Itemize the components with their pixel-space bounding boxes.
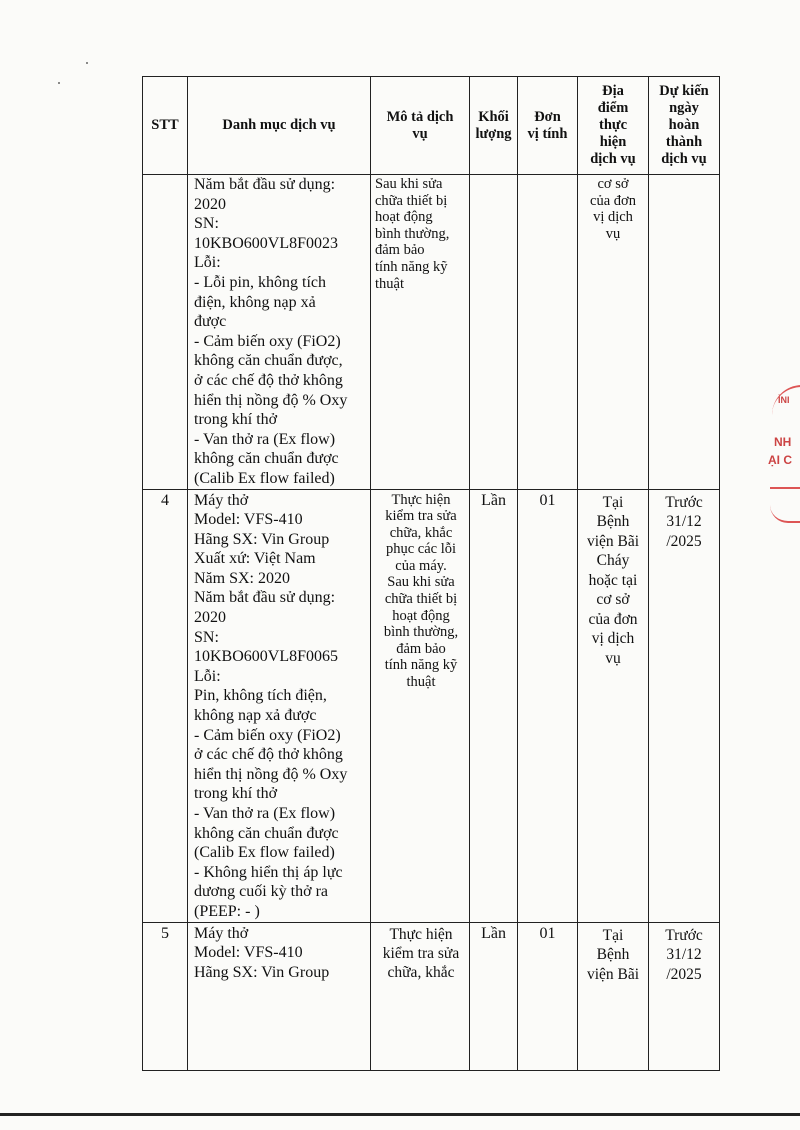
text-line: viện Bãi [586, 532, 640, 550]
service-table [142, 76, 720, 1071]
text-line: điểm [597, 100, 629, 116]
cell-stt: 5 [143, 922, 188, 1070]
stamp-bar [770, 487, 800, 489]
stamp-arc [770, 505, 800, 523]
text-line: chữa, khắc [387, 963, 455, 981]
text-line: viện Bãi [586, 965, 640, 983]
stamp-text: NH [774, 435, 792, 449]
table-row [143, 922, 720, 1070]
text-line: 2020 [194, 609, 226, 627]
text-line: - Cảm biến oxy (FiO2) [194, 332, 341, 350]
header-unit [518, 77, 578, 175]
text-line: Sau khi sửa [375, 176, 443, 192]
text-line: chữa thiết bị [375, 192, 448, 209]
text-line: thuật [406, 674, 436, 691]
text-line: tính năng kỹ [375, 258, 448, 275]
scan-speck [58, 82, 60, 84]
text-line: Máy thở [194, 924, 249, 942]
header-completion-date [649, 77, 720, 175]
text-line: vị dịch [593, 209, 633, 226]
table-row [143, 175, 720, 490]
text-line: thành [665, 134, 703, 150]
stamp-text: ẠI C [768, 453, 792, 467]
text-line: không nạp xả được [194, 707, 317, 725]
cell-unit: 01 [518, 489, 578, 922]
text-line: Bệnh [596, 946, 630, 964]
text-line: hoàn [668, 117, 700, 133]
cell-location [578, 922, 649, 1070]
text-line: cơ sở [597, 176, 629, 192]
cell-description [371, 489, 470, 922]
text-line: - Không hiển thị áp lực [194, 863, 343, 881]
text-line: Máy thở [194, 491, 249, 509]
text-line: SN: [194, 628, 219, 646]
text-line: của đơn [590, 192, 636, 209]
cell-unit [518, 175, 578, 490]
text-line: vụ [412, 125, 428, 142]
scan-speck [86, 62, 88, 64]
text-line: - Van thở ra (Ex flow) [194, 805, 336, 822]
header-description [371, 77, 470, 175]
text-line: ở các chế độ thở không [194, 371, 343, 389]
cell-completion-date [649, 175, 720, 490]
text-line: chữa thiết bị [384, 591, 458, 608]
cell-quantity [470, 175, 518, 490]
text-line: /2025 [666, 965, 702, 983]
text-line: kiểm tra sửa [382, 944, 460, 962]
text-line: /2025 [666, 532, 702, 550]
text-line: hoạt động [375, 209, 433, 226]
cell-description [371, 922, 470, 1070]
text-line: Dự kiến [659, 83, 709, 99]
text-line: tính năng kỹ [384, 657, 458, 674]
text-line: Pin, không tích điện, [194, 687, 327, 705]
header-service-name: Danh mục dịch vụ [188, 77, 371, 175]
text-line: Khối [478, 108, 509, 125]
table-header-row [143, 77, 720, 175]
cell-quantity: Lần [470, 922, 518, 1070]
text-line: Trước [665, 493, 703, 511]
text-line: Tại [602, 493, 624, 511]
cell-service-name [188, 922, 371, 1070]
cell-quantity: Lần [470, 489, 518, 922]
text-line: hiện [599, 134, 627, 150]
text-line: dịch vụ [661, 151, 707, 167]
text-line: - Cảm biến oxy (FiO2) [194, 726, 341, 744]
header-location [578, 77, 649, 175]
text-line: dương cuối kỳ thở ra [194, 883, 329, 901]
text-line: Cháy [596, 552, 630, 569]
text-line: được [194, 313, 227, 331]
text-line: dịch vụ [590, 151, 636, 167]
text-line: - Van thở ra (Ex flow) [194, 430, 336, 448]
text-line: đảm bảo [396, 640, 446, 657]
text-line: chữa, khắc [389, 524, 453, 541]
red-stamp-fragment [764, 385, 800, 525]
text-line: trong khí thở [194, 411, 278, 429]
text-line: trong khí thở [194, 785, 278, 803]
text-line: lượng [475, 125, 512, 142]
text-line: Năm bắt đầu sử dụng: [194, 176, 336, 193]
text-line: Năm SX: 2020 [194, 569, 290, 587]
text-line: 31/12 [666, 946, 702, 964]
text-line: Lỗi: [194, 667, 221, 685]
text-line: bình thường, [383, 624, 459, 641]
cell-unit: 01 [518, 922, 578, 1070]
text-line: Bệnh [596, 513, 630, 530]
cell-service-name [188, 175, 371, 490]
text-line: phục các lỗi [385, 541, 457, 558]
text-line: của máy. [395, 557, 447, 574]
cell-description [371, 175, 470, 490]
text-line: đảm bảo [375, 242, 425, 259]
text-line: 10KBO600VL8F0065 [194, 648, 339, 666]
cell-stt [143, 175, 188, 490]
text-line: vị dịch [591, 630, 635, 647]
text-line: vụ [605, 225, 621, 242]
text-line: (PEEP: - ) [194, 902, 260, 920]
text-line: hiển thị nồng độ % Oxy [194, 765, 348, 783]
text-line: 10KBO600VL8F0023 [194, 234, 339, 252]
text-line: Đơn [534, 108, 561, 125]
page-bottom-edge [0, 1113, 800, 1116]
cell-service-name [188, 489, 371, 922]
text-line: Địa [602, 83, 624, 99]
text-line: Thực hiện [389, 925, 453, 943]
text-line: không căn chuẩn được [194, 824, 339, 842]
text-line: Hãng SX: Vin Group [194, 963, 330, 981]
text-line: Trước [665, 926, 703, 944]
text-line: hoặc tại [588, 571, 638, 589]
text-line: vụ [605, 649, 621, 667]
cell-location [578, 175, 649, 490]
text-line: ở các chế độ thở không [194, 746, 343, 764]
text-line: Năm bắt đầu sử dụng: [194, 589, 336, 607]
text-line: Sau khi sửa [387, 574, 455, 591]
text-line: Tại [602, 926, 624, 944]
text-line: Model: VFS-410 [194, 511, 303, 529]
text-line: SN: [194, 215, 219, 233]
text-line: Mô tả dịch [386, 108, 454, 125]
text-line: cơ sở [596, 591, 630, 608]
text-line: Xuất xứ: Việt Nam [194, 550, 316, 568]
text-line: điện, không nạp xả [194, 293, 316, 311]
text-line: (Calib Ex flow failed) [194, 844, 335, 862]
text-line: 31/12 [666, 513, 702, 530]
text-line: ngày [669, 100, 699, 116]
text-line: kiểm tra sửa [385, 508, 457, 525]
cell-location [578, 489, 649, 922]
text-line: Hãng SX: Vin Group [194, 530, 330, 548]
text-line: của đơn [588, 610, 638, 628]
cell-completion-date [649, 489, 720, 922]
text-line: Lỗi: [194, 254, 221, 272]
text-line: thuật [375, 275, 404, 292]
text-line: bình thường, [375, 225, 450, 242]
text-line: Model: VFS-410 [194, 944, 303, 962]
text-line: vị tính [527, 125, 568, 142]
cell-completion-date [649, 922, 720, 1070]
text-line: thực [598, 117, 628, 133]
table-row [143, 489, 720, 922]
text-line: không căn chuẩn được, [194, 352, 343, 370]
text-line: - Lỗi pin, không tích [194, 273, 326, 291]
text-line: 2020 [194, 195, 226, 213]
cell-stt: 4 [143, 489, 188, 922]
text-line: (Calib Ex flow failed) [194, 469, 335, 487]
text-line: không căn chuẩn được [194, 450, 339, 468]
header-quantity [470, 77, 518, 175]
stamp-text: ỈNI [778, 395, 790, 405]
text-line: Thực hiện [391, 491, 451, 508]
text-line: hoạt động [392, 607, 450, 624]
header-stt: STT [143, 77, 188, 175]
text-line: hiển thị nồng độ % Oxy [194, 391, 348, 409]
